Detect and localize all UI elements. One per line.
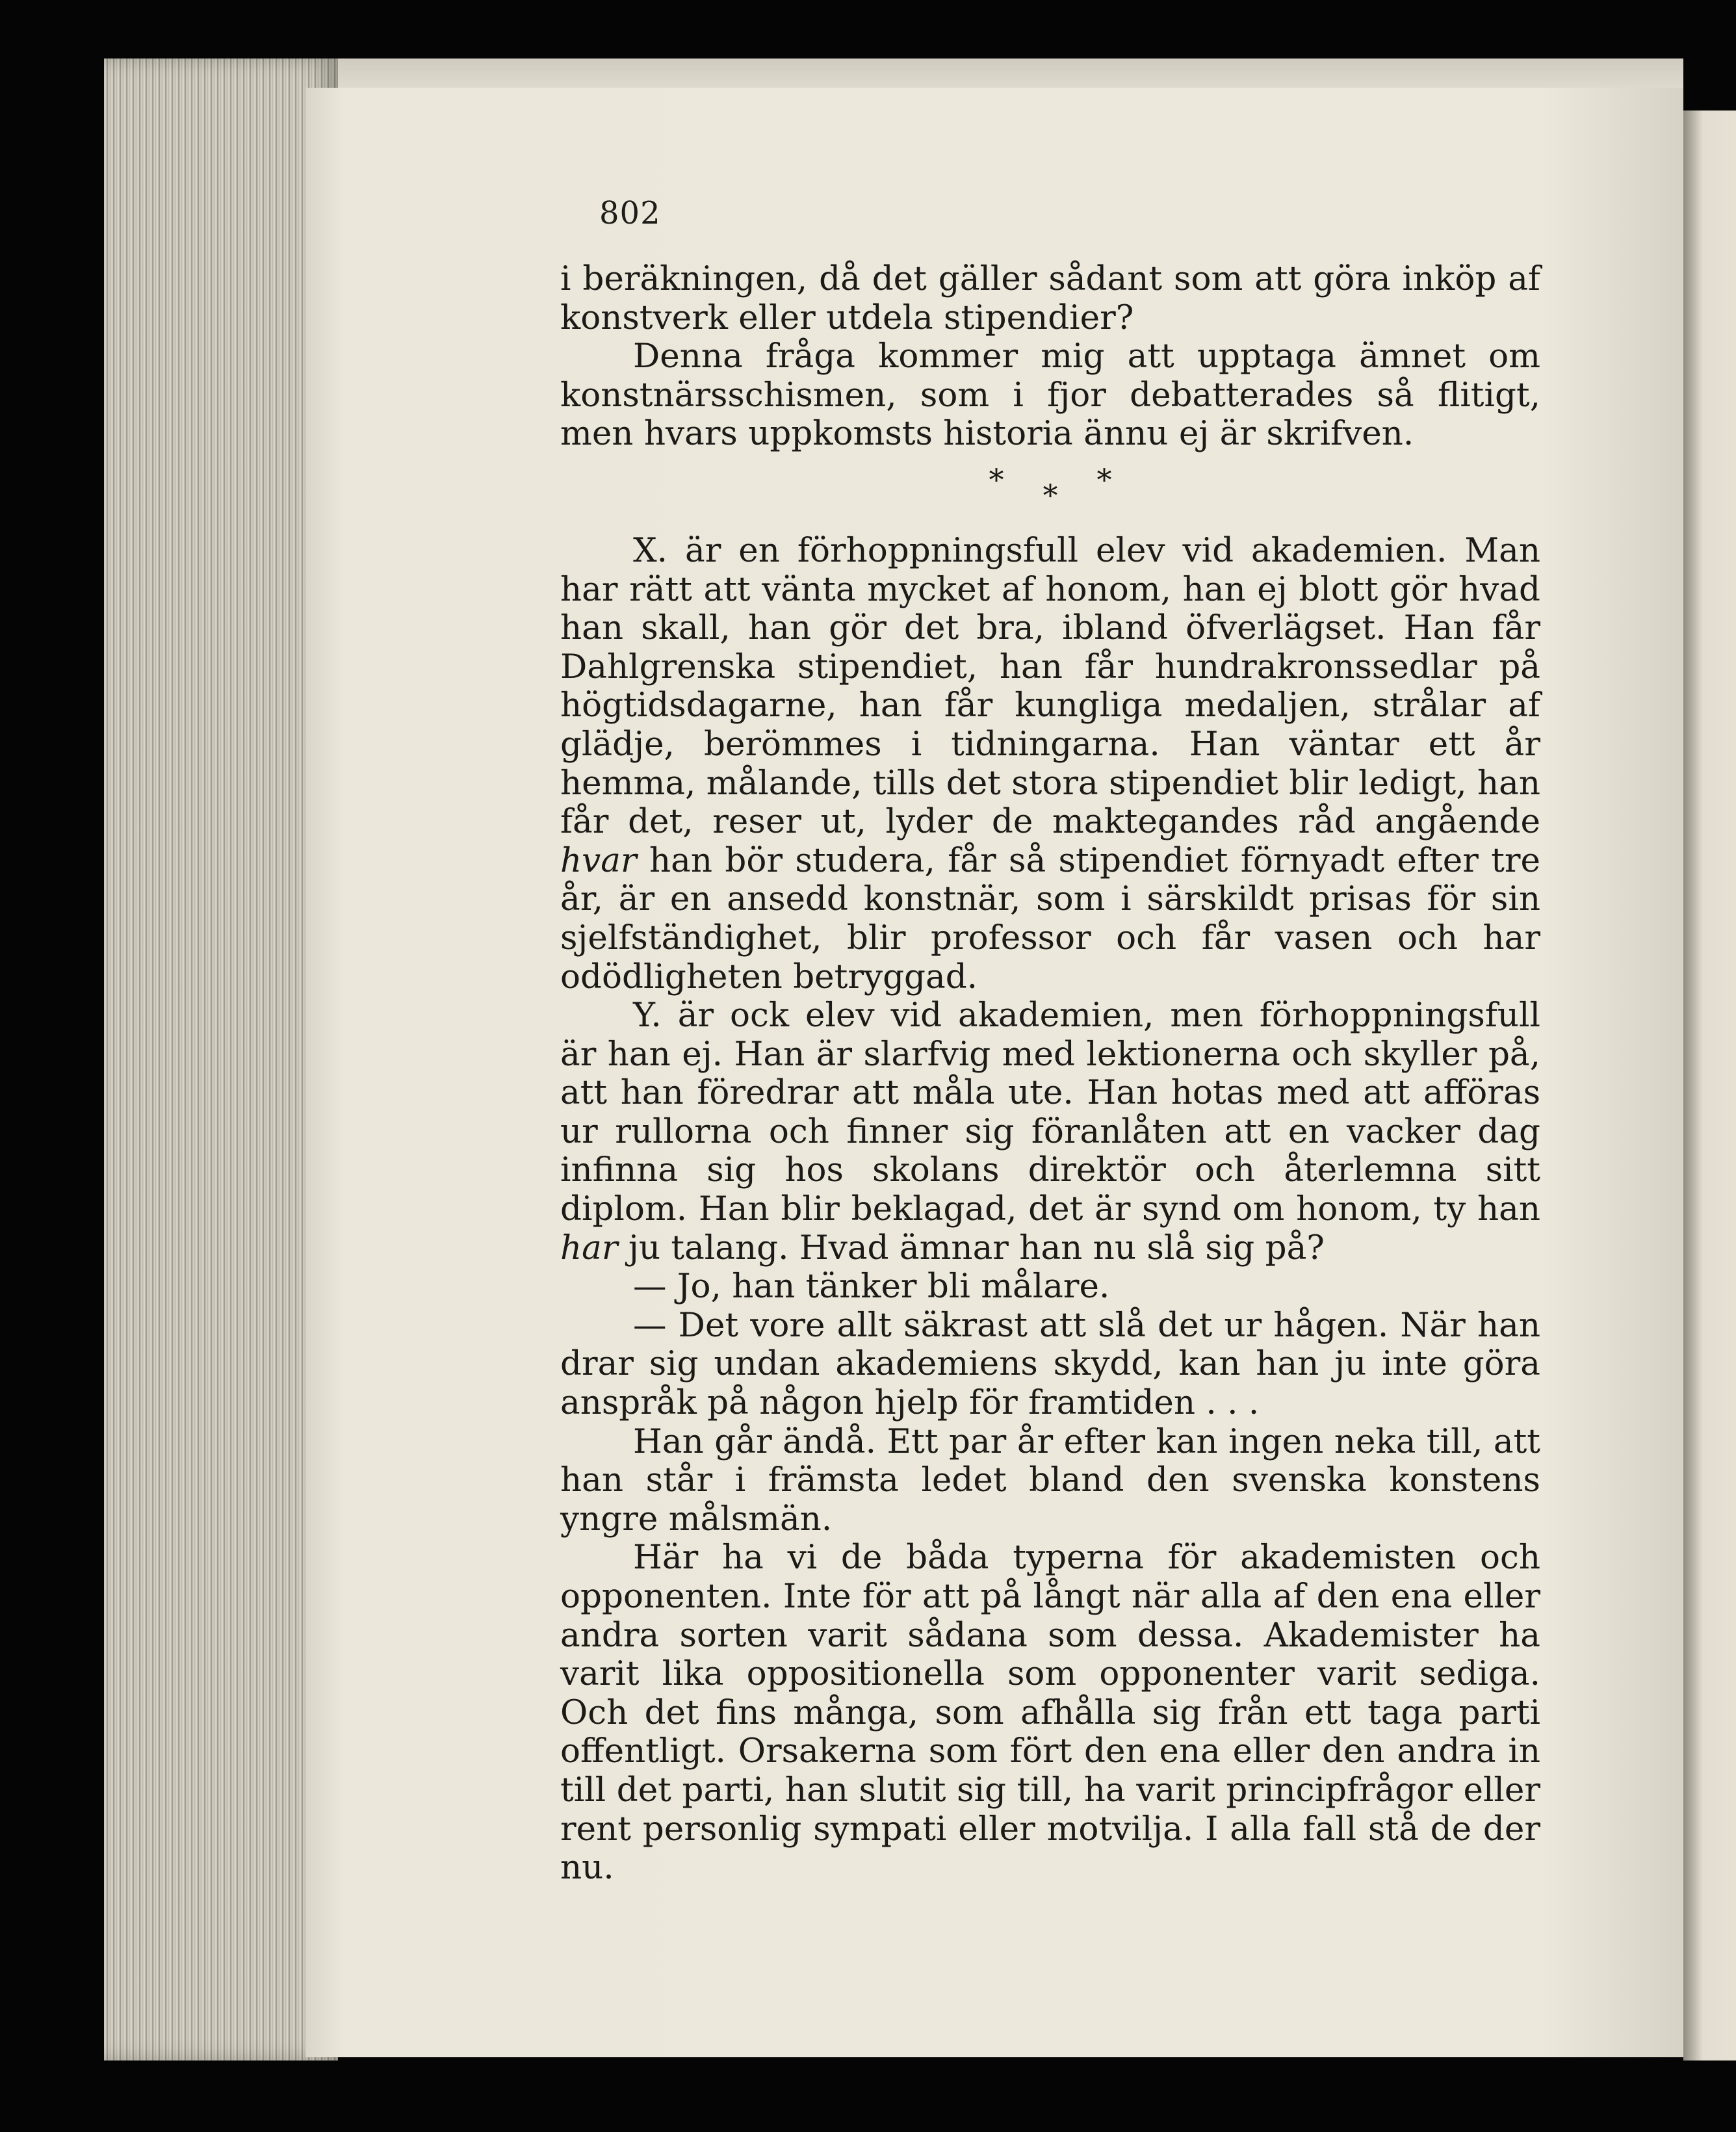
section-separator (560, 454, 1540, 532)
paragraph-dialogue-2: — Det vore allt säkrast att slå det ur hågen. När han drar sig undan akademiens skydd, kan han ju inte göra anspråk på någon hjelp för framtiden . . . (560, 1305, 1540, 1423)
separator-star-left: * (989, 462, 1043, 497)
separator-star-right: * (1096, 462, 1151, 497)
next-page-edge (1683, 110, 1736, 2060)
paragraph-y: Y. är ock elev vid akademien, men förhoppningsfull är han ej. Han är slarfvig med lektionerna och skyller på, att han föredrar att måla ute. Han hotas med att afföras ur rullorna och finner sig föranlåten att en vacker dag infinna sig hos skolans direktör och återlemna sitt diplom. Han blir beklagad, det är synd om honom, ty han har ju talang. Hvad ämnar han nu slå sig på? (560, 996, 1540, 1268)
emphasis-word: hvar (560, 840, 637, 880)
paragraph-2: Denna fråga kommer mig att upptaga ämnet om konstnärsschismen, som i fjor debatterades så flitigt, men hvars uppkomsts historia ännu ej är skrifven. (560, 337, 1540, 454)
page-number: 802 (599, 195, 661, 231)
paragraph-han-gar: Han går ändå. Ett par år efter kan ingen neka till, att han står i främsta ledet bland den svenska konstens yngre målsmän. (560, 1422, 1540, 1539)
paragraph-dialogue-1: — Jo, han tänker bli målare. (633, 1267, 1110, 1306)
separator-star-middle: * (1043, 477, 1097, 513)
emphasis-word: har (560, 1228, 618, 1268)
paragraph-typerna: Här ha vi de båda typerna för akademisten och opponenten. Inte för att på långt när alla af den ena eller andra sorten varit sådana som dessa. Akademister ha varit lika oppositionella som opponenter varit sediga. Och det fins många, som afhålla sig från ett taga parti offentligt. Orsakerna som fört den ena eller den andra in till det parti, han slutit sig till, ha varit principfrågor eller rent personlig sympati eller motvilja. I alla fall stå de der nu. (560, 1538, 1540, 1888)
page-body-text (560, 260, 1540, 1888)
paragraph-x: X. är en förhoppningsfull elev vid akademien. Man har rätt att vänta mycket af honom, han ej blott gör hvad han skall, han gör det bra, ibland öfverlägset. Han får Dahlgrenska stipendiet, han får hundrakronssedlar på högtidsdagarne, han får kungliga medaljen, strålar af glädje, berömmes i tidningarna. Han väntar ett år hemma, målande, tills det stora stipendiet blir ledigt, han får det, reser ut, lyder de maktegandes råd angående hvar han bör studera, får så stipendiet förnyadt efter tre år, är en ansedd konstnär, som i särskildt prisas för sin sjelfständighet, blir professor och får vasen och har odödligheten betryggad. (560, 530, 1540, 996)
paragraph-1: i beräkningen, då det gäller sådant som att göra inköp af konstverk eller utdela stipendier? (560, 259, 1540, 337)
book-page-edges (104, 58, 338, 2060)
